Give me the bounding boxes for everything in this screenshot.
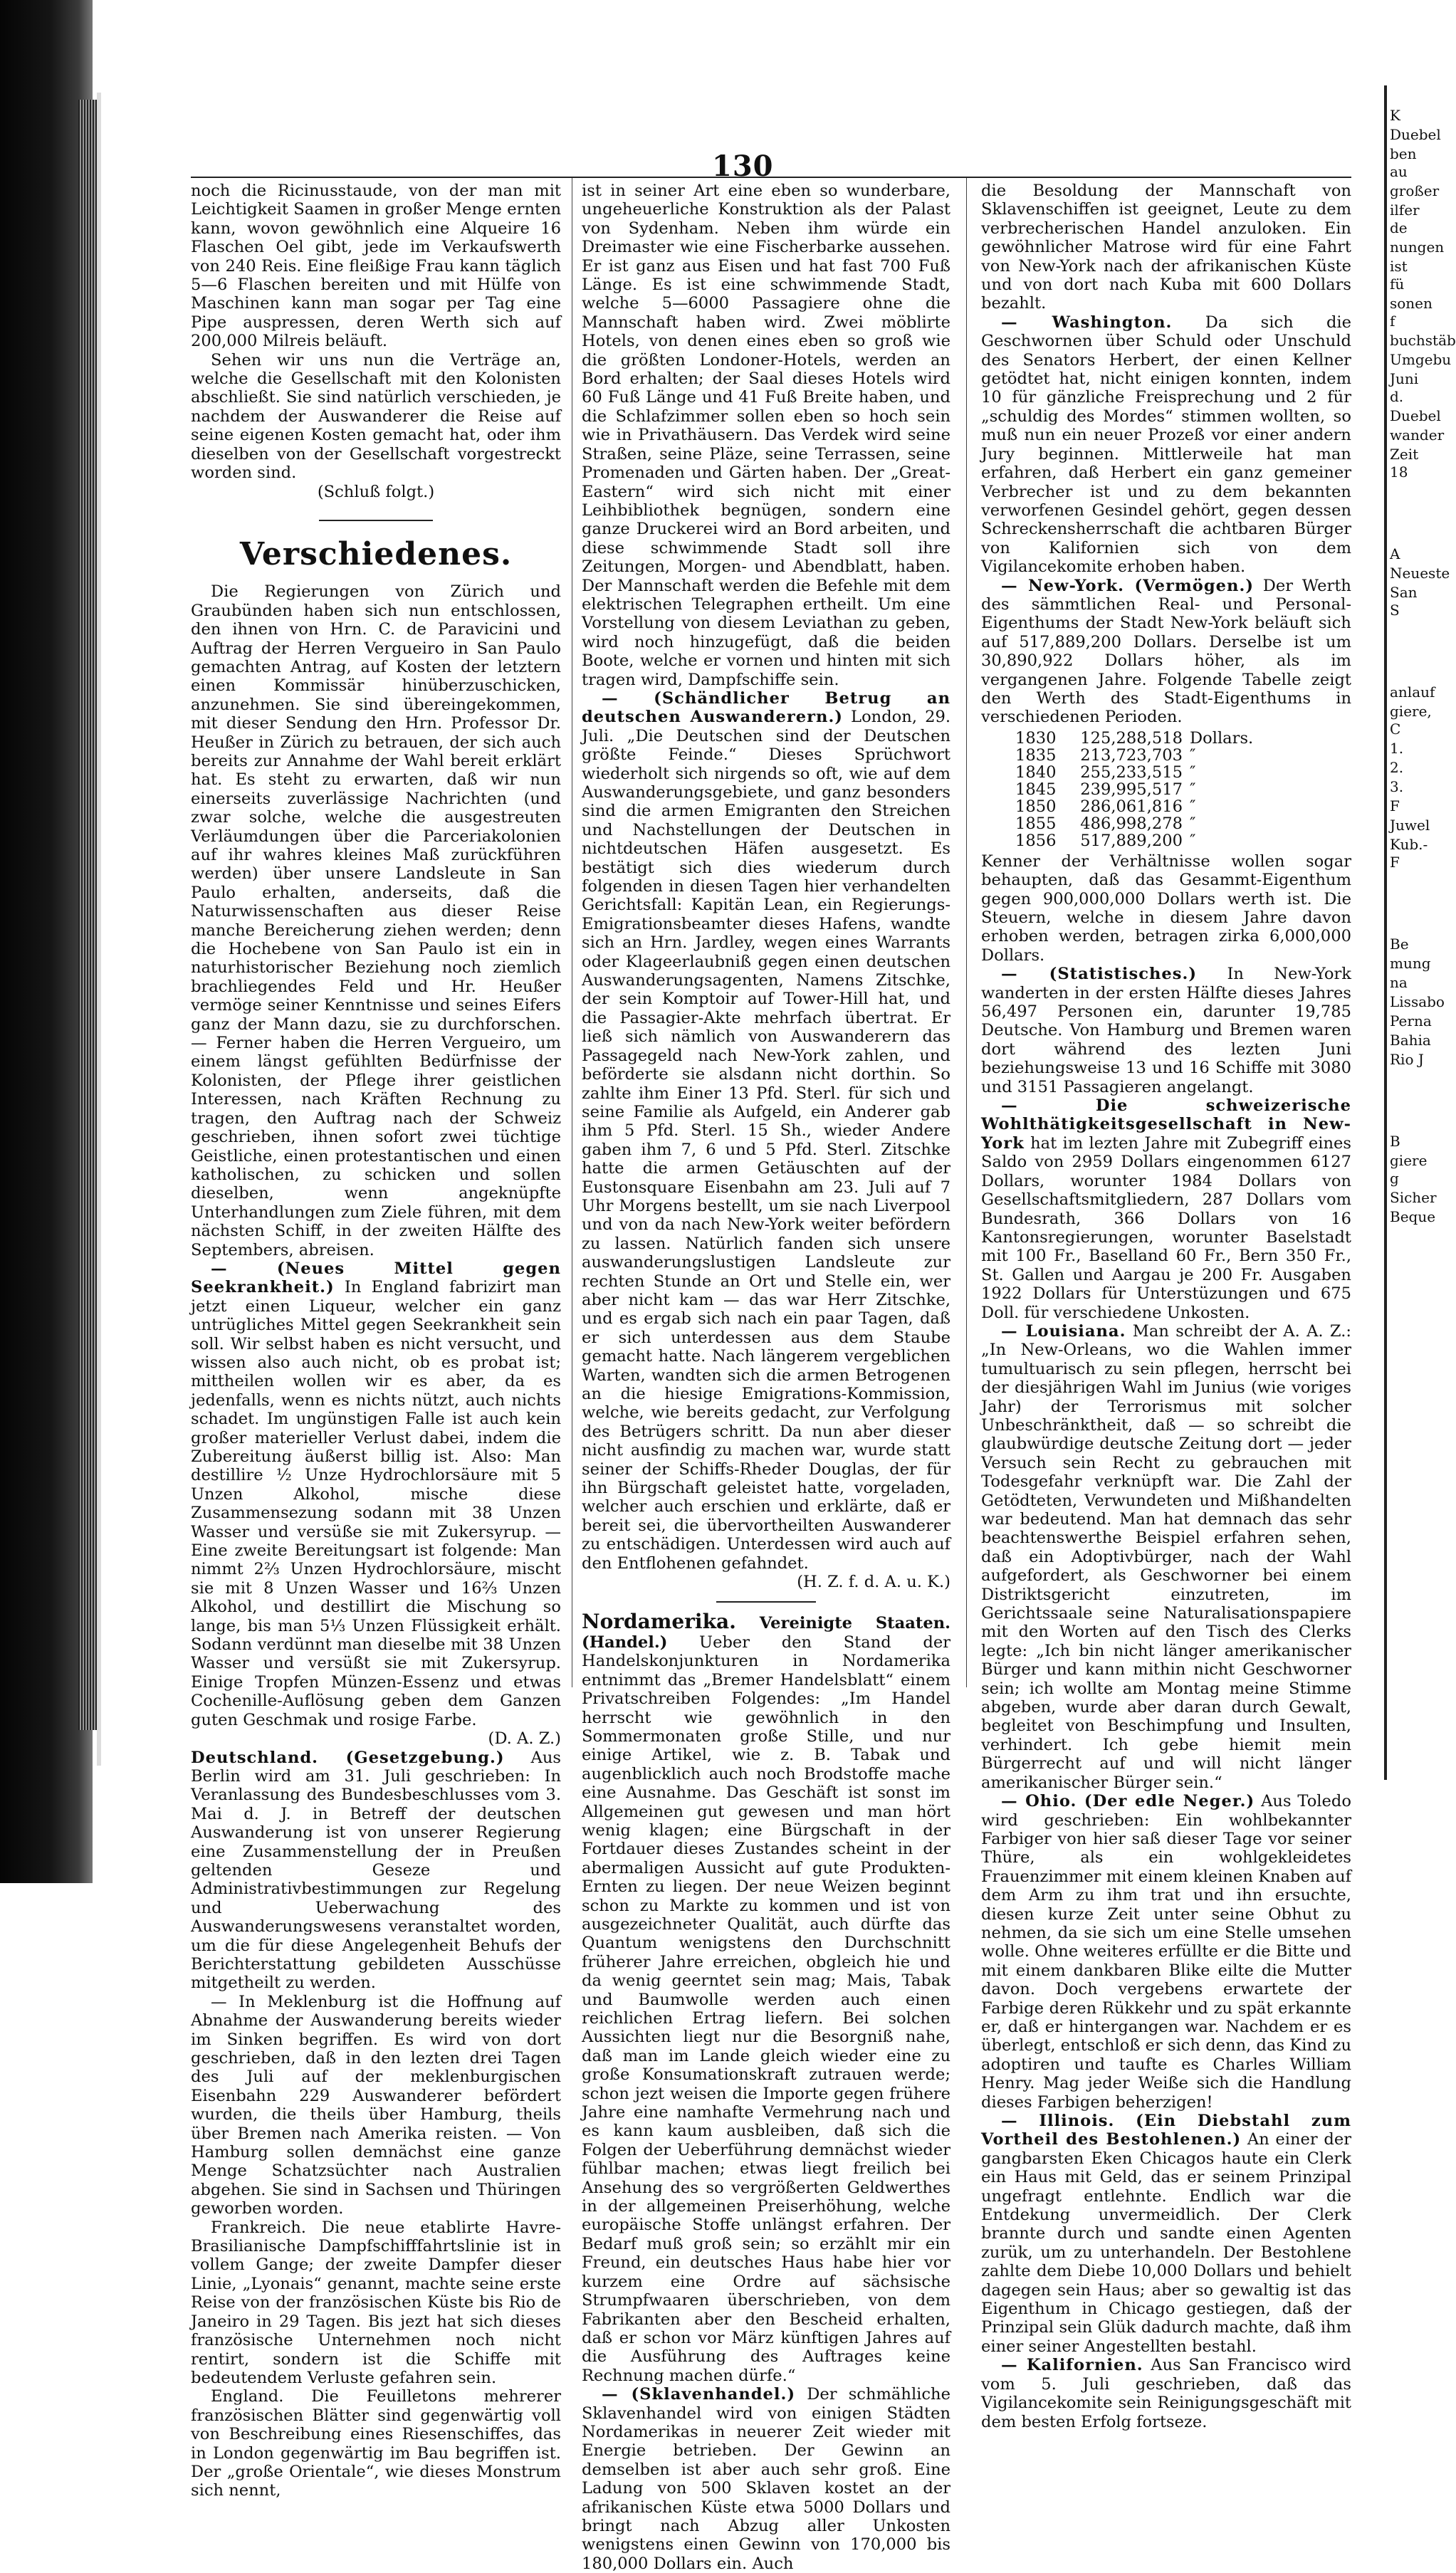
article-paragraph xyxy=(191,1749,561,1993)
article-paragraph xyxy=(981,2356,1351,2431)
article-paragraph: Sehen wir uns nun die Verträge an, welche die Gesellschaft mit den Kolonisten abschließt. Sie sind natürlich verschieden, je nachdem der Auswanderer die Reise auf seine eigenen Kosten gemacht hat, oder ihm dieselben von der Gesellschaft vorgestreckt worden sind. xyxy=(191,350,561,483)
article-body: In New-York wanderten in der ersten Hälfte dieses Jahres 56,497 Personen ein, darunter 19,785 Deutsche. Von Hamburg und Bremen waren dort während des lezten Juni beziehungsweise 13 und 16 Schiffe mit 3080 und 3151 Passagieren angelangt. xyxy=(981,965,1351,1096)
stats-year: 1840 xyxy=(1015,763,1057,782)
article-heading: — (Schändlicher Betrug an deutschen Auswanderern.) xyxy=(582,688,950,727)
next-page-text-fragment: Neueste xyxy=(1390,565,1450,582)
next-page-text-fragment: sonen f xyxy=(1390,295,1433,330)
next-page-text-fragment: Lissabo xyxy=(1390,993,1445,1010)
article-paragraph xyxy=(981,1322,1351,1792)
next-page-text-fragment: mung xyxy=(1390,955,1431,972)
next-page-text-fragment: Perna xyxy=(1390,1012,1432,1029)
article-paragraph: die Besoldung der Mannschaft von Sklavenschiffen ist geeignet, Leute zu dem verbrecherischen Handel anzuloken. Ein gewöhnlicher Matrose wird für eine Fahrt von New-York nach der afrikanischen Küste und von dort nach Kuba mit 600 Dollars bezahlt. xyxy=(981,182,1351,313)
subheading: Vereinigte Staaten. (Handel.) xyxy=(582,1614,950,1652)
stats-value: 486,998,278 xyxy=(1080,814,1183,833)
article-paragraph: Kenner der Verhältnisse wollen sogar behaupten, daß das Gesammt-Eigenthum gegen 900,000,000 Dollars werth ist. Die Steuern, welche in diesem Jahre davon erhoben werden, betragen zirka 6,000,000 Dollars. xyxy=(981,851,1351,965)
source-signature: (D. A. Z.) xyxy=(488,1729,561,1749)
next-page-text-fragment: B xyxy=(1390,1133,1400,1150)
stats-value: 125,288,518 xyxy=(1080,728,1183,748)
article-heading: — Ohio. (Der edle Neger.) xyxy=(1001,1792,1255,1811)
article-paragraph: — In Meklenburg ist die Hoffnung auf Abnahme der Auswanderung bereits wieder im Sinken begriffen. Es wird von dort geschrieben, daß in den lezten drei Tagen des Juli auf der meklenburgischen Eisenbahn 229 Auswanderer befördert wurden, die theils über Hamburg, theils über Bremen nach Amerika reisten. — Von Hamburg sollen demnächst eine ganze Menge Schatzsüchter nach Australien abgehen. Sie sind in Sachsen und Thüringen geworben worden. xyxy=(191,1992,561,2218)
article-heading: Deutschland. (Gesetzgebung.) xyxy=(191,1748,505,1767)
next-page-text-fragment: buchstäb xyxy=(1390,332,1456,349)
stats-year: 1845 xyxy=(1015,780,1057,799)
next-page-text-fragment: giere, C xyxy=(1390,703,1432,738)
stats-unit: Dollars. xyxy=(1190,728,1254,748)
article-heading: — (Neues Mittel gegen Seekrankheit.) xyxy=(191,1259,561,1297)
next-page-text-fragment: Duebel xyxy=(1390,407,1441,424)
next-page-text-fragment: Kub.-F xyxy=(1390,836,1428,871)
next-page-text-fragment: A xyxy=(1390,545,1400,562)
next-page-text-fragment: 3. xyxy=(1390,778,1404,795)
next-page-text-fragment: großer xyxy=(1390,182,1440,199)
stats-year: 1850 xyxy=(1015,797,1057,816)
article-paragraph xyxy=(981,1096,1351,1322)
section-title: Verschiedenes. xyxy=(239,535,513,572)
next-page-text-fragment: Bahia xyxy=(1390,1032,1431,1049)
article-body: Aus Toledo wird geschrieben: Ein wohlbekannter Farbiger von hier saß dieser Tage vor seiner Thüre, als ein wohlgekleidetes Frauenzimmer mit einem kleinen Knaben auf dem Arm zu ihm trat und ihn ersuchte, diesen kurze Zeit unter seine Obhut zu nehmen, da sie sich um eine Stelle umsehen wolle. Ohne weiteres erfüllte er die Bitte und mit einem dankbaren Blike eilte die Mutter davon. Doch vergebens erwartete der Farbige deren Rükkehr und zu spät erkannte er, daß er hintergangen war. Nachdem er es überlegt, entschloß er sich denn, das Kind zu adoptiren und taufte es Charles William Henry. Mag jeder Weiße sich die Handlung dieses Farbigen beherzigen! xyxy=(981,1792,1351,2112)
stats-year: 1830 xyxy=(1015,728,1057,748)
stats-row xyxy=(1015,730,1351,747)
article-heading: — (Sklavenhandel.) xyxy=(602,2385,796,2404)
next-page-text-fragment: K xyxy=(1390,107,1400,124)
stats-row xyxy=(1015,747,1351,764)
article-paragraph xyxy=(582,1610,950,2385)
article-paragraph xyxy=(582,689,950,1573)
header-rule xyxy=(191,177,1351,178)
article-paragraph: Die Regierungen von Zürich und Graubünden haben sich nun entschlossen, den ihnen von Hrn. C. de Paravicini und Auftrag der Herren Vergueiro in San Paulo gemachten Antrag, auf Kosten der letztern einen Kommissär hinüberzuschicken, anzunehmen. Sie sind übereingekommen, mit dieser Sendung den Hrn. Professor Dr. Heußer in Zürich zu betrauen, der sich auch bereits zur Annahme der Wahl bereit erklärt hat. Es steht zu erwarten, daß wir nun einerseits zuverlässige Nachrichten (und zwar solche, welche die ausgestreuten Verläumdungen über die Parceriakolonien auf ihr wahres kleines Maß zurückführen werden) über unsere Landsleute in San Paulo erhalten, anderseits, daß die Naturwissenschaften aus dieser Reise manche Bereicherung ziehen werden; denn die Hochebene von San Paulo ist ein in naturhistorischer Beziehung noch ziemlich brachliegendes Feld und Hr. Heußer vermöge seiner Kenntnisse und seines Eifers ganz der Mann dazu, sie zu durchforschen. — Ferner haben die Herren Vergueiro, um einem längst gefühlten Bedürfnisse der Kolonisten, der Pflege ihrer geistlichen Interessen, nach Kräften Rechnung zu tragen, den Auftrag nach der Schweiz geschrieben, ihnen sofort zwei tüchtige Geistliche, einen protestantischen und einen katholischen, zu schicken und sollen dieselben, wenn angeknüpfte Unterhandlungen zum Ziele führen, mit dem nächsten Schiff, in der zweiten Hälfte des Septembers, abreisen. xyxy=(191,582,561,1259)
next-page-text-fragment: ilfer de xyxy=(1390,201,1420,236)
next-page-text-fragment: wander xyxy=(1390,426,1445,444)
next-page-text-fragment: Sicher xyxy=(1390,1189,1437,1206)
article-paragraph: ist in seiner Art eine eben so wunderbare, ungeheuerliche Konstruktion als der Palast von Sydenham. Neben ihm würde ein Dreimaster wie eine Fischerbarke aussehen. Er ist ganz aus Eisen und hat fast 700 Fuß Länge. Es ist eine schwimmende Stadt, welche 5—6000 Passagiere ohne die Mannschaft haben wird. Zwei möblirte Hotels, von denen eines eben so groß wie die größten Londoner-Hotels, werden an Bord erhalten; der Saal dieses Hotels wird 60 Fuß Länge und 41 Fuß Breite haben, und die Schlafzimmer sollen eben so hoch sein wie in Privathäusern. Das Verdek wird seine Straßen, seine Pläze, seine Terrassen, seine Promenaden und Gärten haben. Der „Great-Eastern“ wird sich nicht mit einer Leihbibliothek begnügen, sondern eine ganze Druckerei wird an Bord arbeiten, und diese schwimmende Stadt soll ihre Zeitungen, Morgen- und Abendblatt, haben. Der Mannschaft werden die Befehle mit dem elektrischen Telegraphen ertheilt. Um eine Vorstellung von diesem Leviathan zu geben, wird noch hinzugefügt, daß die beiden Boote, welche er vornen und hinten mit sich tragen wird, Dampfschiffe sein. xyxy=(582,182,950,689)
next-page-fragment xyxy=(1390,93,1456,1766)
next-page-text-fragment: Be xyxy=(1390,936,1409,953)
stats-year: 1835 xyxy=(1015,745,1057,765)
article-heading: — (Statistisches.) xyxy=(1001,965,1198,984)
next-page-text-fragment: ist fü xyxy=(1390,258,1408,293)
article-paragraph: noch die Ricinusstaude, von der man mit Leichtigkeit Saamen in großer Menge ernten kann, wovon gewöhnlich eine Alqueire 16 Flaschen Oel gibt, jede im Verkaufswerth von 240 Reis. Eine fleißige Frau kann täglich 5—6 Flaschen bereiten und mit Hülfe von Maschinen kann man sogar per Tag eine Pipe auspressen, deren Werth sich auf 200,000 Milreis beläuft. xyxy=(191,182,561,351)
gutter-shadow xyxy=(97,93,101,1766)
next-page-text-fragment: San S xyxy=(1390,584,1418,619)
next-page-text-fragment: ben au xyxy=(1390,145,1417,180)
article-paragraph xyxy=(981,1792,1351,2112)
stats-value: 239,995,517 xyxy=(1080,780,1183,799)
article-body: An einer der gangbarsten Eken Chicagos haute ein Clerk ein Haus mit Geld, das er seinem Prinzipal ungefragt entlehnte. Endlich war die Entdekung unvermeidlich. Der Clerk brannte durch und sandte einen Agenten zurük, um zu unterhandeln. Der Bestohlene zahlte dem Diebe 10,000 Dollars und behielt dagegen sein Haus; aber so gewaltig ist das Eigenthum in Chicago gestiegen, daß der Prinzipal sein Glük dadurch machte, daß ihm einer seiner Angestellten bestahl. xyxy=(981,2130,1351,2356)
next-page-text-fragment: giere g xyxy=(1390,1152,1428,1187)
article-body: hat im lezten Jahre mit Zubegriff eines Saldo von 2959 Dollars eingenommen 6127 Dollars, worunter 1984 Dollars von Gesellschaftsmitgliedern, 287 Dollars vom Bundesrath, 366 Dollars von 16 Kantonsregierungen, worunter Baselstadt mit 100 Fr., Baselland 60 Fr., Bern 350 Fr., St. Gallen und Aargau je 200 Fr. Ausgaben 1922 Dollars für Unterstüzungen und 675 Doll. für verschiedene Unkosten. xyxy=(981,1133,1351,1322)
next-page-text-fragment: Rio J xyxy=(1390,1051,1424,1068)
column-right xyxy=(981,182,1351,2431)
next-page-text-fragment: Umgebu xyxy=(1390,351,1452,368)
page-number: 130 xyxy=(712,150,774,183)
next-page-text-fragment: F xyxy=(1390,797,1400,814)
next-page-text-fragment: anlauf xyxy=(1390,683,1435,701)
article-body: Man schreibt der A. A. Z.: „In New-Orleans, wo die Wahlen immer tumultuarisch zu sein pflegen, herrscht bei der diesjährigen Wahl im Junius (wie voriges Jahr) der Terrorismus mit solcher Unbeschränktheit, daß — so schreibt die glaubwürdige deutsche Zeitung dort — jeder Versuch sein Recht zu gebrauchen mit Todesgefahr verknüpft war. Die Zahl der Getödteten, Verwundeten und Mißhandelten war bedeutend. Man hat demnach das sehr beachtenswerthe Beispiel erfahren sehen, daß ein Adoptivbürger, nach der Wahl aufgefordert, als Geschworner bei einem Distriktsgericht einzutreten, im Gerichtssaale seine Naturalisationspapiere mit den Worten auf den Tisch des Clerks legte: „Ich bin nicht länger amerikanischer Bürger und kann mithin nicht Geschworner sein; ich wollte am Montag meine Stimme abgeben, wurde aber daran durch Gewalt, begleitet von Beschimpfung und Insulten, verhindert. Ich gebe hiemit mein Bürgerrecht auf und will nicht länger amerikanischer Bürger sein.“ xyxy=(981,1321,1351,1792)
stats-unit: ″ xyxy=(1190,831,1196,850)
next-page-text-fragment: na xyxy=(1390,974,1408,991)
stats-value: 213,723,703 xyxy=(1080,745,1183,765)
article-body: Ueber den Stand der Handelskonjunkturen in Nordamerika entnimmt das „Bremer Handelsblatt“ einem Privatschreiben Folgendes: „Im Handel herrscht wie gewöhnlich in den Sommermonaten große Stille, und nur einige Artikel, wie z. B. Tabak und augenblicklich auch noch Brodstoffe mache eine Ausnahme. Das Geschäft ist sonst im Allgemeinen gut gewesen und man hört wenig klagen; eine Bürgschaft in der Fortdauer dieses Zustandes scheint in der abermaligen Aussicht auf gute Produkten-Ernten zu liegen. Der neue Weizen beginnt schon zu Markte zu kommen und ist von ausgezeichneter Qualität, auch dürfte das Quantum wenigstens den Durchschnitt früherer Jahre erreichen, obgleich hie und da wenig geerntet sein mag; Mais, Tabak und Baumwolle werden auch einen reichlichen Ertrag liefern. Bei solchen Aussichten liegt nur die Besorgniß nahe, daß man im Lande gleich wieder eine zu große Konsumationskraft zutrauen werde; schon jezt weisen die Importe gegen frühere Jahre eine namhafte Vermehrung nach und es kann kaum ausbleiben, daß sich die Folgen der Ueberführung demnächst wieder fühlbar machen; etwas liegt freilich bei Ansehung des so vergrößerten Geldwerthes in der allgemeinen Preiserhöhung, welche europäische Stoffe unlängst erfahren. Der Bedarf muß groß sein; so erzählt mir ein Freund, ein deutsches Haus habe hier vor kurzem eine Ordre auf sächsische Strumpfwaaren überschrieben, von dem Fabrikanten aber den Bescheid erhalten, daß er schon vor März künftigen Jahres auf die Ausführung des Auftrages keine Rechnung machen dürfe.“ xyxy=(582,1633,950,2385)
article-heading: — Louisiana. xyxy=(1001,1321,1126,1341)
page-stack-edge xyxy=(78,100,97,1730)
article-paragraph: England. Die Feuilletons mehrerer französischen Blätter sind gegenwärtig voll von Beschreibung eines Riesenschiffes, das in London gegenwärtig im Bau begriffen ist. Der „große Orientale“, wie dieses Monstrum sich nennt, xyxy=(191,2387,561,2500)
stats-value: 255,233,515 xyxy=(1080,763,1183,782)
article-body: Da sich die Geschwornen über Schuld oder Unschuld des Senators Herbert, der einen Kellner getödtet hat, nicht einigen konnten, indem 10 für gänzliche Freisprechung und 2 für „schuldig des Mordes“ stimmen wollten, so muß nun ein neuer Prozeß vor einer andern Jury beginnen. Mittlerweile hat man erfahren, daß Herbert ein ganz gemeiner Verbrecher ist und zu dem bekannten verworfenen Gesindel gehört, gegen dessen Schreckensherrschaft die achtbaren Bürger von Kalifornien sich von dem Vigilancekomite erhoben haben. xyxy=(981,313,1352,577)
article-body: In England fabrizirt man jetzt einen Liqueur, welcher ein ganz untrügliches Mittel gegen Seekrankheit sein soll. Wir selbst haben es nicht versucht, und wissen also auch nicht, ob es probat ist; mittheilen wollen wir es aber, da es jedenfalls, wenn es nichts nützt, auch nichts schadet. Im ungünstigen Falle ist auch kein großer materieller Verlust dabei, indem die Zubereitung äußerst billig ist. Also: Man destillire ½ Unze Hydrochlorsäure mit 5 Unzen Alkohol, mische diese Zusammensezung sodann mit 38 Unzen Wasser und versüße sie mit Zukersyrup. — Eine zweite Bereitungsart ist folgende: Man nimmt 2⅔ Unzen Hydrochlorsäure, mischt sie mit 8 Unzen Wasser und 16⅔ Unzen Alkohol, und destillirt die Mischung so lange, bis man 5⅓ Unzen Flüssigkeit erhält. Sodann verdünnt man dieselbe mit 38 Unzen Wasser und versüßt sie mit Zukersyrup. Einige Tropfen Münzen-Essenz und etwas Cochenille-Auflösung geben dem Ganzen guten Geschmak und rosige Farbe. xyxy=(191,1278,561,1729)
article-heading: — Illinois. (Ein Diebstahl zum Vortheil des Bestohlenen.) xyxy=(981,2112,1351,2149)
article-paragraph xyxy=(191,1259,561,1729)
stats-row xyxy=(1015,798,1351,815)
stats-row xyxy=(1015,781,1351,798)
separator-rule xyxy=(716,1601,816,1603)
article-paragraph xyxy=(981,577,1351,727)
article-body: Der schmähliche Sklavenhandel wird von einigen Städten Nordamerikas in neuerer Zeit wieder mit Energie betrieben. Der Gewinn an demselben ist aber auch sehr groß. Eine Ladung von 500 Sklaven kostet an der afrikanischen Küste etwa 5000 Dollars und bringt nach Abzug aller Unkosten wenigstens einen Gewinn von 170,000 bis 180,000 Dollars ein. Auch xyxy=(582,2385,950,2573)
source-signature: (H. Z. f. d. A. u. K.) xyxy=(797,1573,950,1592)
article-heading: — Kalifornien. xyxy=(1001,2356,1143,2375)
next-page-text-fragment: Juni d. xyxy=(1390,370,1419,405)
stats-unit: ″ xyxy=(1190,745,1196,765)
article-paragraph xyxy=(981,2112,1351,2356)
section-heading: Nordamerika. xyxy=(582,1610,736,1634)
next-page-text-fragment: Zeit 18 xyxy=(1390,446,1419,481)
article-body: London, 29. Juli. „Die Deutschen sind der Deutschen größte Feinde.“ Dieses Sprüchwort wiederholt sich nirgends so oft, wie auf dem Auswanderungsgebiete, und ganz besonders sind die armen Emigranten den Streichen und Nachstellungen der Deutschen in nichtdeutschen Häfen ausgesetzt. Es bestätigt sich dies wiederum durch folgenden in diesen Tagen hier verhandelten Gerichtsfall: Kapitän Lean, ein Regierungs-Emigrationsbeamter dieses Hafens, wandte sich an Hrn. Jardley, wegen eines Warrants oder Klageerlaubniß gegen einen deutschen Auswanderungsagenten, Namens Zitschke, der sein Komptoir auf Tower-Hill hat, und die Passagier-Akte mehrfach übertrat. Er ließ sich nämlich von Auswanderern das Passagegeld nach New-York zahlen, und beförderte sie alsdann nicht dorthin. So zahlte ihm Einer 13 Pfd. Sterl. für sich und seine Familie als Aufgeld, ein Anderer gab ihm 5 Pfd. Sterl. 15 Sh., wieder Andere gaben ihm 7, 6 und 5 Pfd. Sterl. Zitschke hatte die armen Getäuschten auf der Eustonsquare Eisenbahn am 23. Juli auf 7 Uhr Morgens bestellt, um sie nach Liverpool und von da nach New-York weiter befördern zu lassen. Natürlich fanden sich unsere auswanderungslustigen Landsleute zur rechten Stunde an Ort und Stelle ein, wer aber nicht kam — das war Herr Zitschke, und es ergab sich nach ein paar Tagen, daß er sich unterdessen aus dem Staube gemacht hatte. Nach längerem vergeblichen Warten, wandten sich die armen Betrogenen an die hiesige Emigrations-Kommission, welche, wie bereits gedacht, zur Verfolgung des Betrügers schritt. Da nun aber dieser nicht ausfindig zu machen war, wurde statt seiner der Schiffs-Rheder Douglas, der für ihn Bürgschaft geleistet hatte, vorgeladen, welcher auch erschien und erklärte, daß er bereit sei, die übervortheilten Auswanderer zu entschädigen. Unterdessen wird auch auf den Entflohenen gefahndet. xyxy=(582,708,950,1573)
article-body: Aus San Francisco wird vom 5. Juli geschrieben, daß das Vigilancekomite sein Reinigungsgeschäft mit dem besten Erfolg fortseze. xyxy=(981,2356,1351,2431)
article-body: Aus Berlin wird am 31. Juli geschrieben: In Veranlassung des Bundesbeschlusses vom 3. Mai d. J. in Betreff der deutschen Auswanderung ist von unserer Regierung eine Zusammenstellung der in Preußen geltenden Geseze und Administrativbestimmungen zur Regelung und Ueberwachung des Auswanderungswesens veranstaltet worden, um die für diese Angelegenheit Behufs der Berichterstattung gebildeten Ausschüsse mitgetheilt zu werden. xyxy=(191,1748,561,1993)
stats-unit: ″ xyxy=(1190,780,1196,799)
next-page-text-fragment: nungen xyxy=(1390,239,1445,256)
stats-row xyxy=(1015,764,1351,781)
column-left xyxy=(191,182,561,2500)
stats-year: 1856 xyxy=(1015,831,1057,850)
next-page-text-fragment: 2. xyxy=(1390,759,1404,776)
next-page-text-fragment: Juwel xyxy=(1390,817,1430,834)
stats-value: 286,061,816 xyxy=(1080,797,1183,816)
stats-unit: ″ xyxy=(1190,814,1196,833)
column-middle xyxy=(582,182,950,2573)
stats-row xyxy=(1015,815,1351,832)
article-body: Der Werth des sämmtlichen Real- und Personal-Eigenthums der Stadt New-York beläuft sich auf 517,889,200 Dollars. Derselbe ist um 30,890,922 Dollars höher, als im vergangenen Jahre. Folgende Tabelle zeigt den Werth des Stadt-Eigenthums in verschiedenen Perioden. xyxy=(981,576,1351,727)
stats-unit: ″ xyxy=(1190,797,1196,816)
continuation-note: (Schluß folgt.) xyxy=(317,482,435,501)
article-paragraph xyxy=(981,965,1351,1096)
separator-rule xyxy=(319,520,433,521)
article-paragraph xyxy=(582,2385,950,2573)
next-page-text-fragment: Beque xyxy=(1390,1208,1436,1225)
stats-row xyxy=(1015,832,1351,849)
next-page-edge xyxy=(1384,85,1387,1780)
article-heading: — New-York. (Vermögen.) xyxy=(1001,576,1255,595)
next-page-text-fragment: 1. xyxy=(1390,740,1404,757)
article-paragraph: Frankreich. Die neue etablirte Havre-Brasilianische Dampfschifffahrtslinie ist in vollem Gange; der zweite Dampfer dieser Linie, „Lyonais“ genannt, machte seine erste Reise von der französischen Küste bis Rio de Janeiro in 29 Tagen. Bis jezt hat sich dieses französische Unternehmen noch nicht rentirt, sondern ist die Schiffe mit bedeutendem Verluste gefahren sein. xyxy=(191,2218,561,2387)
article-heading: — Washington. xyxy=(1001,313,1173,332)
stats-value: 517,889,200 xyxy=(1080,831,1183,850)
property-value-table xyxy=(1015,730,1351,849)
article-paragraph xyxy=(981,313,1351,577)
column-divider xyxy=(966,178,967,1687)
stats-year: 1855 xyxy=(1015,814,1057,833)
stats-unit: ″ xyxy=(1190,763,1196,782)
next-page-text-fragment: Duebel xyxy=(1390,126,1441,143)
article-heading: — Die schweizerische Wohlthätigkeitsgesellschaft in New-York xyxy=(981,1096,1351,1153)
